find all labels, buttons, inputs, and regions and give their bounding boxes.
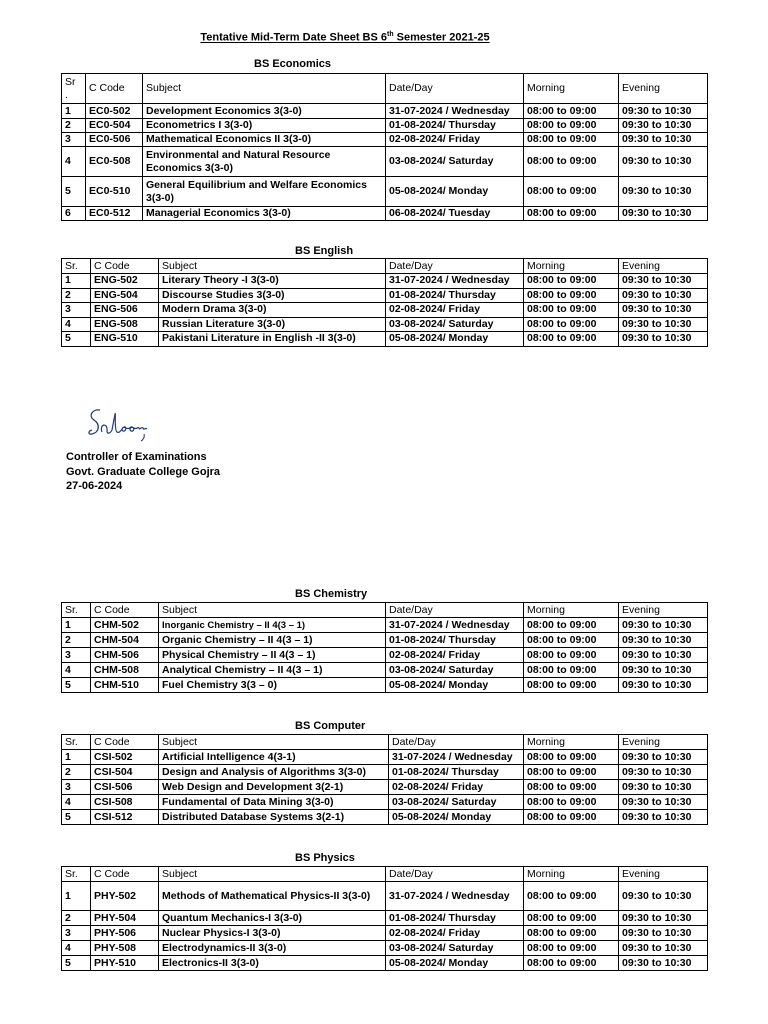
header-morning: Morning	[524, 603, 619, 618]
cell-evening: 09:30 to 10:30	[619, 618, 708, 633]
cell-morning: 08:00 to 09:00	[524, 133, 619, 147]
header-course-code: C Code	[91, 603, 159, 618]
cell-date-day: 31-07-2024 / Wednesday	[386, 104, 524, 119]
cell-sr: 4	[62, 795, 91, 810]
cell-evening: 09:30 to 10:30	[619, 810, 708, 825]
header-date-day: Date/Day	[386, 74, 524, 104]
table-header-row	[62, 74, 708, 104]
cell-course-code: CHM-508	[91, 663, 159, 678]
cell-sr: 2	[62, 288, 91, 303]
cell-date-day: 05-08-2024/ Monday	[386, 678, 524, 693]
cell-subject: Nuclear Physics-I 3(3-0)	[159, 926, 386, 941]
cell-date-day: 02-08-2024/ Friday	[386, 648, 524, 663]
cell-subject: Fundamental of Data Mining 3(3-0)	[159, 795, 389, 810]
cell-evening: 09:30 to 10:30	[619, 956, 708, 971]
cell-sr: 2	[62, 765, 91, 780]
cell-sr: 3	[62, 648, 91, 663]
header-subject: Subject	[159, 867, 386, 882]
header-subject: Subject	[159, 735, 389, 750]
cell-sr: 3	[62, 133, 86, 147]
cell-evening: 09:30 to 10:30	[619, 926, 708, 941]
cell-subject: Electronics-II 3(3-0)	[159, 956, 386, 971]
physics-table	[61, 866, 708, 971]
cell-subject: Artificial Intelligence 4(3-1)	[159, 750, 389, 765]
cell-date-day: 31-07-2024 / Wednesday	[386, 882, 524, 911]
cell-evening: 09:30 to 10:30	[619, 882, 708, 911]
cell-evening: 09:30 to 10:30	[619, 941, 708, 956]
cell-subject: Organic Chemistry – II 4(3 – 1)	[159, 633, 386, 648]
table-row	[62, 147, 708, 177]
cell-course-code: ENG-504	[91, 288, 159, 303]
cell-morning: 08:00 to 09:00	[524, 147, 619, 177]
cell-course-code: PHY-502	[91, 882, 159, 911]
table-row	[62, 956, 708, 971]
cell-date-day: 05-08-2024/ Monday	[389, 810, 524, 825]
header-course-code: C Code	[91, 259, 159, 274]
header-morning: Morning	[524, 74, 619, 104]
cell-morning: 08:00 to 09:00	[524, 882, 619, 911]
controller-title: Controller of Examinations	[66, 451, 207, 463]
header-morning: Morning	[524, 735, 619, 750]
cell-sr: 1	[62, 274, 91, 289]
table-row	[62, 941, 708, 956]
header-sr: Sr .	[62, 74, 86, 104]
header-sr: Sr.	[62, 867, 91, 882]
table-row	[62, 177, 708, 207]
cell-subject: Quantum Mechanics-I 3(3-0)	[159, 911, 386, 926]
cell-subject: Managerial Economics 3(3-0)	[143, 207, 386, 221]
cell-sr: 6	[62, 207, 86, 221]
header-evening: Evening	[619, 603, 708, 618]
cell-course-code: EC0-506	[86, 133, 143, 147]
cell-evening: 09:30 to 10:30	[619, 119, 708, 133]
table-row	[62, 765, 708, 780]
signature-handwriting-icon	[86, 404, 152, 446]
controller-block	[66, 450, 220, 494]
cell-subject: Discourse Studies 3(3-0)	[159, 288, 386, 303]
header-subject: Subject	[159, 259, 386, 274]
cell-sr: 1	[62, 104, 86, 119]
header-morning: Morning	[524, 867, 619, 882]
cell-subject: General Equilibrium and Welfare Economics 3(3-0)	[143, 177, 386, 207]
cell-subject: Web Design and Development 3(2-1)	[159, 780, 389, 795]
cell-subject: Environmental and Natural Resource Economics 3(3-0)	[143, 147, 386, 177]
cell-evening: 09:30 to 10:30	[619, 648, 708, 663]
cell-course-code: CHM-510	[91, 678, 159, 693]
cell-subject: Methods of Mathematical Physics-II 3(3-0)	[159, 882, 386, 911]
table-row	[62, 648, 708, 663]
header-course-code: C Code	[91, 735, 159, 750]
cell-morning: 08:00 to 09:00	[524, 795, 619, 810]
cell-sr: 5	[62, 956, 91, 971]
cell-evening: 09:30 to 10:30	[619, 911, 708, 926]
cell-date-day: 05-08-2024/ Monday	[386, 177, 524, 207]
cell-date-day: 31-07-2024 / Wednesday	[386, 274, 524, 289]
cell-subject: Russian Literature 3(3-0)	[159, 317, 386, 332]
header-course-code: C Code	[86, 74, 143, 104]
table-row	[62, 104, 708, 119]
cell-date-day: 05-08-2024/ Monday	[386, 956, 524, 971]
cell-morning: 08:00 to 09:00	[524, 810, 619, 825]
cell-morning: 08:00 to 09:00	[524, 119, 619, 133]
chemistry-table	[61, 602, 708, 693]
cell-course-code: CSI-502	[91, 750, 159, 765]
cell-subject: Development Economics 3(3-0)	[143, 104, 386, 119]
cell-sr: 3	[62, 780, 91, 795]
cell-evening: 09:30 to 10:30	[619, 765, 708, 780]
header-subject: Subject	[143, 74, 386, 104]
cell-morning: 08:00 to 09:00	[524, 207, 619, 221]
page-title	[0, 31, 690, 44]
economics-table	[61, 73, 708, 221]
cell-evening: 09:30 to 10:30	[619, 332, 708, 347]
cell-evening: 09:30 to 10:30	[619, 133, 708, 147]
header-sr: Sr.	[62, 259, 91, 274]
cell-evening: 09:30 to 10:30	[619, 663, 708, 678]
cell-date-day: 03-08-2024/ Saturday	[386, 317, 524, 332]
cell-evening: 09:30 to 10:30	[619, 780, 708, 795]
cell-date-day: 01-08-2024/ Thursday	[386, 119, 524, 133]
cell-sr: 4	[62, 663, 91, 678]
cell-sr: 4	[62, 941, 91, 956]
table-row	[62, 911, 708, 926]
cell-sr: 3	[62, 303, 91, 318]
cell-evening: 09:30 to 10:30	[619, 633, 708, 648]
cell-date-day: 03-08-2024/ Saturday	[389, 795, 524, 810]
cell-date-day: 01-08-2024/ Thursday	[386, 288, 524, 303]
table-row	[62, 288, 708, 303]
cell-course-code: ENG-506	[91, 303, 159, 318]
cell-subject: Modern Drama 3(3-0)	[159, 303, 386, 318]
cell-sr: 3	[62, 926, 91, 941]
cell-sr: 5	[62, 332, 91, 347]
cell-morning: 08:00 to 09:00	[524, 332, 619, 347]
table-row	[62, 303, 708, 318]
header-date-day: Date/Day	[386, 603, 524, 618]
cell-evening: 09:30 to 10:30	[619, 750, 708, 765]
cell-course-code: PHY-510	[91, 956, 159, 971]
table-header-row	[62, 867, 708, 882]
cell-sr: 1	[62, 618, 91, 633]
computer-table	[61, 734, 708, 825]
cell-evening: 09:30 to 10:30	[619, 303, 708, 318]
cell-subject: Design and Analysis of Algorithms 3(3-0)	[159, 765, 389, 780]
cell-morning: 08:00 to 09:00	[524, 104, 619, 119]
cell-morning: 08:00 to 09:00	[524, 911, 619, 926]
cell-subject: Distributed Database Systems 3(2-1)	[159, 810, 389, 825]
cell-subject: Inorganic Chemistry – II 4(3 – 1)	[159, 618, 386, 633]
table-header-row	[62, 259, 708, 274]
cell-date-day: 06-08-2024/ Tuesday	[386, 207, 524, 221]
cell-date-day: 02-08-2024/ Friday	[386, 926, 524, 941]
cell-course-code: EC0-508	[86, 147, 143, 177]
cell-evening: 09:30 to 10:30	[619, 147, 708, 177]
header-sr: Sr.	[62, 603, 91, 618]
table-row	[62, 882, 708, 911]
cell-course-code: EC0-510	[86, 177, 143, 207]
cell-date-day: 03-08-2024/ Saturday	[386, 147, 524, 177]
cell-sr: 5	[62, 177, 86, 207]
cell-morning: 08:00 to 09:00	[524, 303, 619, 318]
cell-course-code: PHY-508	[91, 941, 159, 956]
table-header-row	[62, 603, 708, 618]
cell-sr: 4	[62, 317, 91, 332]
cell-course-code: ENG-508	[91, 317, 159, 332]
cell-evening: 09:30 to 10:30	[619, 678, 708, 693]
cell-sr: 5	[62, 678, 91, 693]
table-row	[62, 133, 708, 147]
cell-morning: 08:00 to 09:00	[524, 750, 619, 765]
dept-title-economics: BS Economics	[254, 58, 332, 70]
cell-morning: 08:00 to 09:00	[524, 780, 619, 795]
cell-course-code: ENG-502	[91, 274, 159, 289]
cell-morning: 08:00 to 09:00	[524, 177, 619, 207]
header-course-code: C Code	[91, 867, 159, 882]
cell-evening: 09:30 to 10:30	[619, 274, 708, 289]
cell-sr: 4	[62, 147, 86, 177]
cell-subject: Fuel Chemistry 3(3 – 0)	[159, 678, 386, 693]
table-row	[62, 317, 708, 332]
dept-title-english: BS English	[295, 245, 354, 257]
cell-date-day: 02-08-2024/ Friday	[386, 133, 524, 147]
cell-sr: 2	[62, 911, 91, 926]
english-table	[61, 258, 708, 347]
cell-morning: 08:00 to 09:00	[524, 663, 619, 678]
cell-evening: 09:30 to 10:30	[619, 207, 708, 221]
cell-sr: 2	[62, 633, 91, 648]
table-row	[62, 332, 708, 347]
table-row	[62, 618, 708, 633]
cell-course-code: CSI-506	[91, 780, 159, 795]
cell-subject: Electrodynamics-II 3(3-0)	[159, 941, 386, 956]
cell-sr: 1	[62, 750, 91, 765]
cell-course-code: PHY-504	[91, 911, 159, 926]
cell-course-code: CHM-506	[91, 648, 159, 663]
cell-course-code: EC0-504	[86, 119, 143, 133]
cell-subject: Mathematical Economics II 3(3-0)	[143, 133, 386, 147]
title-superscript: th	[387, 31, 394, 38]
cell-evening: 09:30 to 10:30	[619, 795, 708, 810]
table-row	[62, 810, 708, 825]
header-evening: Evening	[619, 259, 708, 274]
cell-morning: 08:00 to 09:00	[524, 941, 619, 956]
dept-title-chemistry: BS Chemistry	[295, 588, 368, 600]
cell-course-code: CSI-504	[91, 765, 159, 780]
header-subject: Subject	[159, 603, 386, 618]
table-row	[62, 780, 708, 795]
cell-morning: 08:00 to 09:00	[524, 648, 619, 663]
cell-morning: 08:00 to 09:00	[524, 765, 619, 780]
header-evening: Evening	[619, 74, 708, 104]
cell-morning: 08:00 to 09:00	[524, 678, 619, 693]
cell-evening: 09:30 to 10:30	[619, 177, 708, 207]
cell-date-day: 02-08-2024/ Friday	[389, 780, 524, 795]
cell-course-code: CSI-512	[91, 810, 159, 825]
cell-subject: Pakistani Literature in English -II 3(3-0)	[159, 332, 386, 347]
cell-date-day: 02-08-2024/ Friday	[386, 303, 524, 318]
cell-course-code: EC0-512	[86, 207, 143, 221]
header-morning: Morning	[524, 259, 619, 274]
cell-evening: 09:30 to 10:30	[619, 288, 708, 303]
cell-sr: 1	[62, 882, 91, 911]
issue-date: 27-06-2024	[66, 480, 123, 492]
header-date-day: Date/Day	[386, 867, 524, 882]
cell-date-day: 01-08-2024/ Thursday	[386, 633, 524, 648]
cell-subject: Literary Theory -I 3(3-0)	[159, 274, 386, 289]
cell-morning: 08:00 to 09:00	[524, 317, 619, 332]
header-evening: Evening	[619, 867, 708, 882]
table-row	[62, 678, 708, 693]
table-header-row	[62, 735, 708, 750]
header-sr: Sr.	[62, 735, 91, 750]
cell-evening: 09:30 to 10:30	[619, 317, 708, 332]
cell-date-day: 31-07-2024 / Wednesday	[386, 618, 524, 633]
dept-title-physics: BS Physics	[295, 852, 355, 864]
signature-image	[86, 404, 152, 451]
dept-title-computer: BS Computer	[295, 720, 366, 732]
table-row	[62, 663, 708, 678]
title-text-end: Semester 2021-25	[393, 31, 490, 44]
cell-course-code: EC0-502	[86, 104, 143, 119]
cell-date-day: 31-07-2024 / Wednesday	[389, 750, 524, 765]
header-evening: Evening	[619, 735, 708, 750]
cell-date-day: 03-08-2024/ Saturday	[386, 663, 524, 678]
cell-date-day: 03-08-2024/ Saturday	[386, 941, 524, 956]
cell-morning: 08:00 to 09:00	[524, 956, 619, 971]
table-row	[62, 119, 708, 133]
cell-date-day: 01-08-2024/ Thursday	[389, 765, 524, 780]
cell-morning: 08:00 to 09:00	[524, 926, 619, 941]
cell-course-code: PHY-506	[91, 926, 159, 941]
table-row	[62, 926, 708, 941]
cell-morning: 08:00 to 09:00	[524, 288, 619, 303]
cell-morning: 08:00 to 09:00	[524, 274, 619, 289]
cell-date-day: 05-08-2024/ Monday	[386, 332, 524, 347]
title-text: Tentative Mid-Term Date Sheet BS 6	[200, 31, 387, 44]
cell-subject: Analytical Chemistry – II 4(3 – 1)	[159, 663, 386, 678]
cell-course-code: ENG-510	[91, 332, 159, 347]
cell-course-code: CHM-504	[91, 633, 159, 648]
cell-subject: Econometrics I 3(3-0)	[143, 119, 386, 133]
table-row	[62, 795, 708, 810]
cell-evening: 09:30 to 10:30	[619, 104, 708, 119]
cell-sr: 5	[62, 810, 91, 825]
header-date-day: Date/Day	[386, 259, 524, 274]
table-row	[62, 274, 708, 289]
cell-date-day: 01-08-2024/ Thursday	[386, 911, 524, 926]
cell-morning: 08:00 to 09:00	[524, 618, 619, 633]
header-date-day: Date/Day	[389, 735, 524, 750]
cell-subject: Physical Chemistry – II 4(3 – 1)	[159, 648, 386, 663]
cell-morning: 08:00 to 09:00	[524, 633, 619, 648]
table-row	[62, 207, 708, 221]
cell-sr: 2	[62, 119, 86, 133]
college-name: Govt. Graduate College Gojra	[66, 465, 221, 478]
cell-course-code: CHM-502	[91, 618, 159, 633]
table-row	[62, 750, 708, 765]
cell-course-code: CSI-508	[91, 795, 159, 810]
table-row	[62, 633, 708, 648]
